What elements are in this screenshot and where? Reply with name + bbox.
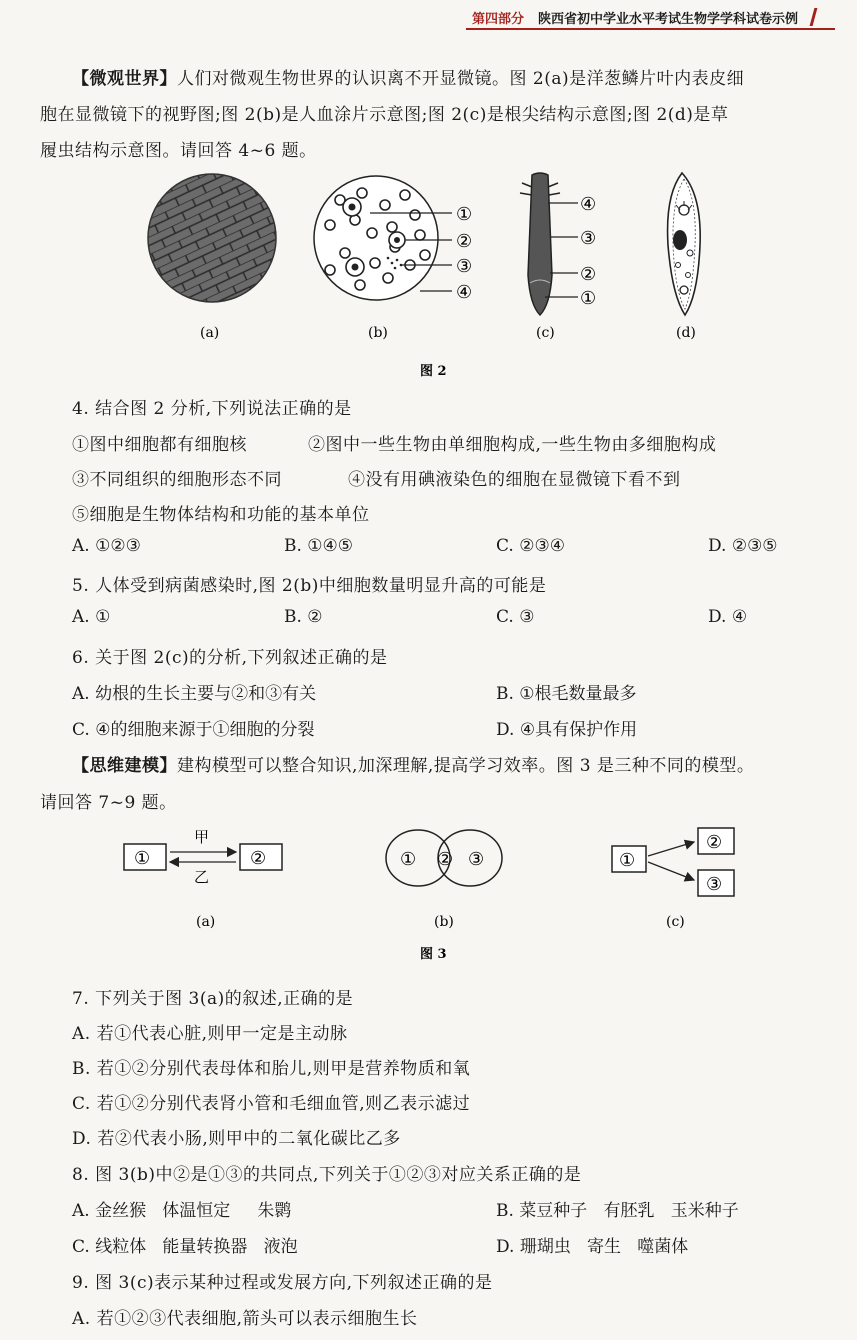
q6-option-d: D. ④具有保护作用 xyxy=(496,720,638,740)
figure-3 xyxy=(0,820,857,970)
fig3a-label-1: ① xyxy=(134,848,151,869)
page-header xyxy=(472,4,825,30)
header-part: 第四部分 xyxy=(471,11,524,27)
intro1-line2: 胞在显微镜下的视野图;图 2(b)是人血涂片示意图;图 2(c)是根尖结构示意图;图 2(d)是草 xyxy=(40,105,729,125)
figure-2 xyxy=(0,165,857,385)
q8-option-d: D. 珊瑚虫 寄生 噬菌体 xyxy=(496,1237,689,1257)
q8-option-c: C. 线粒体 能量转换器 液泡 xyxy=(72,1237,298,1257)
q5-option-d: D. ④ xyxy=(708,607,748,627)
fig3c-arrow-up xyxy=(648,842,694,856)
fig2b-label-4: ④ xyxy=(456,282,473,303)
fig2c-label-2: ② xyxy=(580,264,597,285)
header-title: 陕西省初中学业水平考试生物学学科试卷示例 xyxy=(537,11,798,27)
intro2-line1 xyxy=(72,751,754,776)
q5-option-b: B. ② xyxy=(284,607,323,627)
fig3c-label-3: ③ xyxy=(706,874,723,895)
q6-option-b: B. ①根毛数量最多 xyxy=(496,684,637,704)
q7-stem: 7. 下列关于图 3(a)的叙述,正确的是 xyxy=(72,989,354,1009)
q4-option-a: A. ①②③ xyxy=(72,536,141,556)
fig2b-label-1: ① xyxy=(456,204,473,225)
q6-option-c: C. ④的细胞来源于①细胞的分裂 xyxy=(72,720,315,740)
fig3b-label-3: ③ xyxy=(468,849,485,870)
intro2-tag: 【思维建模】 xyxy=(72,756,177,776)
intro2-text1: 建构模型可以整合知识,加深理解,提高学习效率。图 3 是三种不同的模型。 xyxy=(177,756,755,776)
q4-option-b: B. ①④⑤ xyxy=(284,536,354,556)
q8-stem: 8. 图 3(b)中②是①③的共同点,下列关于①②③对应关系正确的是 xyxy=(72,1165,582,1185)
header-slash xyxy=(810,8,828,26)
q4-statement-3: ③不同组织的细胞形态不同 xyxy=(72,470,282,490)
q9-option-a: A. 若①②③代表细胞,箭头可以表示细胞生长 xyxy=(72,1309,418,1329)
q7-option-d: D. 若②代表小肠,则甲中的二氧化碳比乙多 xyxy=(72,1129,401,1149)
fig3-caption-c: (c) xyxy=(666,914,685,930)
fig3-caption-a: (a) xyxy=(196,914,216,930)
q4-statement-4: ④没有用碘液染色的细胞在显微镜下看不到 xyxy=(348,470,681,490)
fig2b-blood-smear xyxy=(314,176,452,300)
q6-option-a: A. 幼根的生长主要与②和③有关 xyxy=(72,684,317,704)
fig2b-label-3: ③ xyxy=(456,256,473,277)
q4-option-d: D. ②③⑤ xyxy=(708,536,778,556)
q4-statement-2: ②图中一些生物由单细胞构成,一些生物由多细胞构成 xyxy=(308,435,717,455)
intro1-tag: 【微观世界】 xyxy=(72,69,177,89)
intro1-text1: 人们对微观生物世界的认识离不开显微镜。图 2(a)是洋葱鳞片叶内表皮细 xyxy=(177,69,745,89)
fig2c-label-1: ① xyxy=(580,288,597,309)
fig2c-label-4: ④ xyxy=(580,194,597,215)
fig2-title: 图 2 xyxy=(420,364,447,379)
fig3-caption-b: (b) xyxy=(434,914,454,930)
fig3b-label-2: ② xyxy=(437,849,454,870)
fig3c-arrow-down xyxy=(648,862,694,880)
fig2c-root-tip xyxy=(520,173,578,315)
fig3-title: 图 3 xyxy=(420,947,447,962)
q4-statement-1: ①图中细胞都有细胞核 xyxy=(72,435,247,455)
q8-option-a: A. 金丝猴 体温恒定 朱鹮 xyxy=(72,1201,292,1221)
fig2b-label-2: ② xyxy=(456,231,473,252)
fig3c-label-2: ② xyxy=(706,832,723,853)
q5-option-a: A. ① xyxy=(72,607,111,627)
fig3a-label-jia: 甲 xyxy=(194,828,210,846)
fig2d-paramecium xyxy=(668,173,701,315)
fig3a-label-yi: 乙 xyxy=(194,868,210,886)
q7-option-b: B. 若①②分别代表母体和胎儿,则甲是营养物质和氧 xyxy=(72,1059,471,1079)
fig3a-label-2: ② xyxy=(250,848,267,869)
intro1-line1 xyxy=(72,64,744,89)
fig2-caption-d: (d) xyxy=(676,325,696,341)
q4-statement-5: ⑤细胞是生物体结构和功能的基本单位 xyxy=(72,505,370,525)
q4-stem: 4. 结合图 2 分析,下列说法正确的是 xyxy=(72,399,352,419)
q4-option-c: C. ②③④ xyxy=(496,536,565,556)
fig2-caption-c: (c) xyxy=(536,325,555,341)
fig2a-micrograph xyxy=(148,174,276,302)
q7-option-c: C. 若①②分别代表肾小管和毛细血管,则乙表示滤过 xyxy=(72,1094,471,1114)
header-rule xyxy=(466,28,835,30)
intro1-line3: 履虫结构示意图。请回答 4~6 题。 xyxy=(40,141,317,161)
q6-stem: 6. 关于图 2(c)的分析,下列叙述正确的是 xyxy=(72,648,388,668)
fig2c-label-3: ③ xyxy=(580,228,597,249)
q5-option-c: C. ③ xyxy=(496,607,535,627)
fig3b-label-1: ① xyxy=(400,849,417,870)
q5-stem: 5. 人体受到病菌感染时,图 2(b)中细胞数量明显升高的可能是 xyxy=(72,576,547,596)
fig3c-label-1: ① xyxy=(619,850,636,871)
fig2-caption-a: (a) xyxy=(200,325,220,341)
q8-option-b: B. 菜豆种子 有胚乳 玉米种子 xyxy=(496,1201,739,1221)
fig2-caption-b: (b) xyxy=(368,325,388,341)
intro2-line2: 请回答 7~9 题。 xyxy=(40,793,177,813)
q9-stem: 9. 图 3(c)表示某种过程或发展方向,下列叙述正确的是 xyxy=(72,1273,493,1293)
q7-option-a: A. 若①代表心脏,则甲一定是主动脉 xyxy=(72,1024,348,1044)
